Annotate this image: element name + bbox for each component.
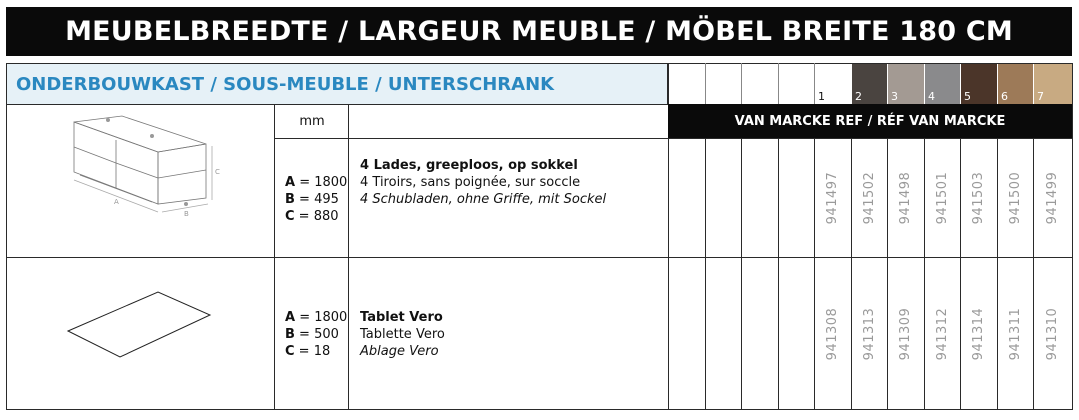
ref-code: 941499 [1044, 171, 1060, 225]
ref-code: 941314 [970, 307, 986, 361]
svg-text:B: B [184, 210, 189, 218]
color-swatch-6 [998, 64, 1033, 104]
page-title: MEUBELBREEDTE / LARGEUR MEUBLE / MÖBEL BREITE 180 CM [6, 7, 1072, 56]
ref-code: 941501 [934, 171, 950, 225]
swatch-number: 5 [964, 90, 971, 103]
divider [6, 257, 1073, 258]
ref-code: 941500 [1007, 171, 1023, 225]
divider [741, 138, 742, 410]
ref-code: 941308 [824, 307, 840, 361]
dim-a: A = 1800 [285, 310, 348, 325]
divider [741, 63, 742, 104]
section-header: ONDERBOUWKAST / SOUS-MEUBLE / UNTERSCHRANK [7, 64, 668, 104]
swatch-number: 1 [818, 90, 825, 103]
svg-text:C: C [215, 168, 220, 176]
divider [924, 138, 925, 410]
desc-nl: 4 Lades, greeploos, op sokkel [360, 158, 578, 173]
swatch-number: 6 [1001, 90, 1008, 103]
divider [275, 138, 668, 139]
ref-code: 941497 [824, 171, 840, 225]
tablet-drawing [62, 285, 217, 365]
divider [705, 63, 706, 104]
divider [1033, 138, 1034, 410]
color-swatch-1 [815, 64, 851, 104]
dimensions-row-2 [285, 309, 347, 360]
color-swatch-5 [961, 64, 997, 104]
color-swatch-7 [1034, 64, 1072, 104]
divider [705, 138, 706, 410]
divider [997, 138, 998, 410]
color-swatch-2 [852, 64, 887, 104]
divider [668, 138, 1073, 139]
desc-fr: 4 Tiroirs, sans poignée, sur soccle [360, 175, 581, 190]
cabinet-drawing [60, 108, 220, 253]
swatch-number: 7 [1037, 90, 1044, 103]
description-row-1 [360, 157, 606, 208]
color-swatch-4 [925, 64, 960, 104]
ref-code: 941498 [897, 171, 913, 225]
ref-code: 941313 [861, 307, 877, 361]
swatch-number: 3 [891, 90, 898, 103]
dim-b: B = 495 [285, 192, 339, 207]
swatch-number: 4 [928, 90, 935, 103]
dim-c: C = 880 [285, 209, 339, 224]
dimensions-row-1 [285, 174, 347, 225]
ref-code: 941309 [897, 307, 913, 361]
dim-b: B = 500 [285, 327, 339, 342]
dim-c: C = 18 [285, 344, 331, 359]
divider [348, 104, 349, 410]
divider [778, 138, 779, 410]
desc-de: Ablage Vero [360, 344, 439, 359]
desc-de: 4 Schubladen, ohne Griffe, mit Sockel [360, 192, 607, 207]
divider [778, 63, 779, 104]
swatch-number: 2 [855, 90, 862, 103]
desc-nl: Tablet Vero [360, 310, 443, 325]
ref-code: 941502 [861, 171, 877, 225]
ref-code: 941310 [1044, 307, 1060, 361]
divider [960, 138, 961, 410]
desc-fr: Tablette Vero [360, 327, 445, 342]
description-row-2 [360, 309, 445, 360]
ref-header: VAN MARCKE REF / RÉF VAN MARCKE [668, 104, 1072, 138]
svg-text:A: A [114, 198, 119, 206]
divider [274, 104, 275, 410]
divider [814, 138, 815, 410]
divider [887, 138, 888, 410]
dim-a: A = 1800 [285, 175, 348, 190]
mm-label: mm [299, 113, 325, 129]
ref-code: 941312 [934, 307, 950, 361]
color-swatch-3 [888, 64, 924, 104]
ref-code: 941311 [1007, 307, 1023, 361]
ref-code: 941503 [970, 171, 986, 225]
divider [851, 138, 852, 410]
